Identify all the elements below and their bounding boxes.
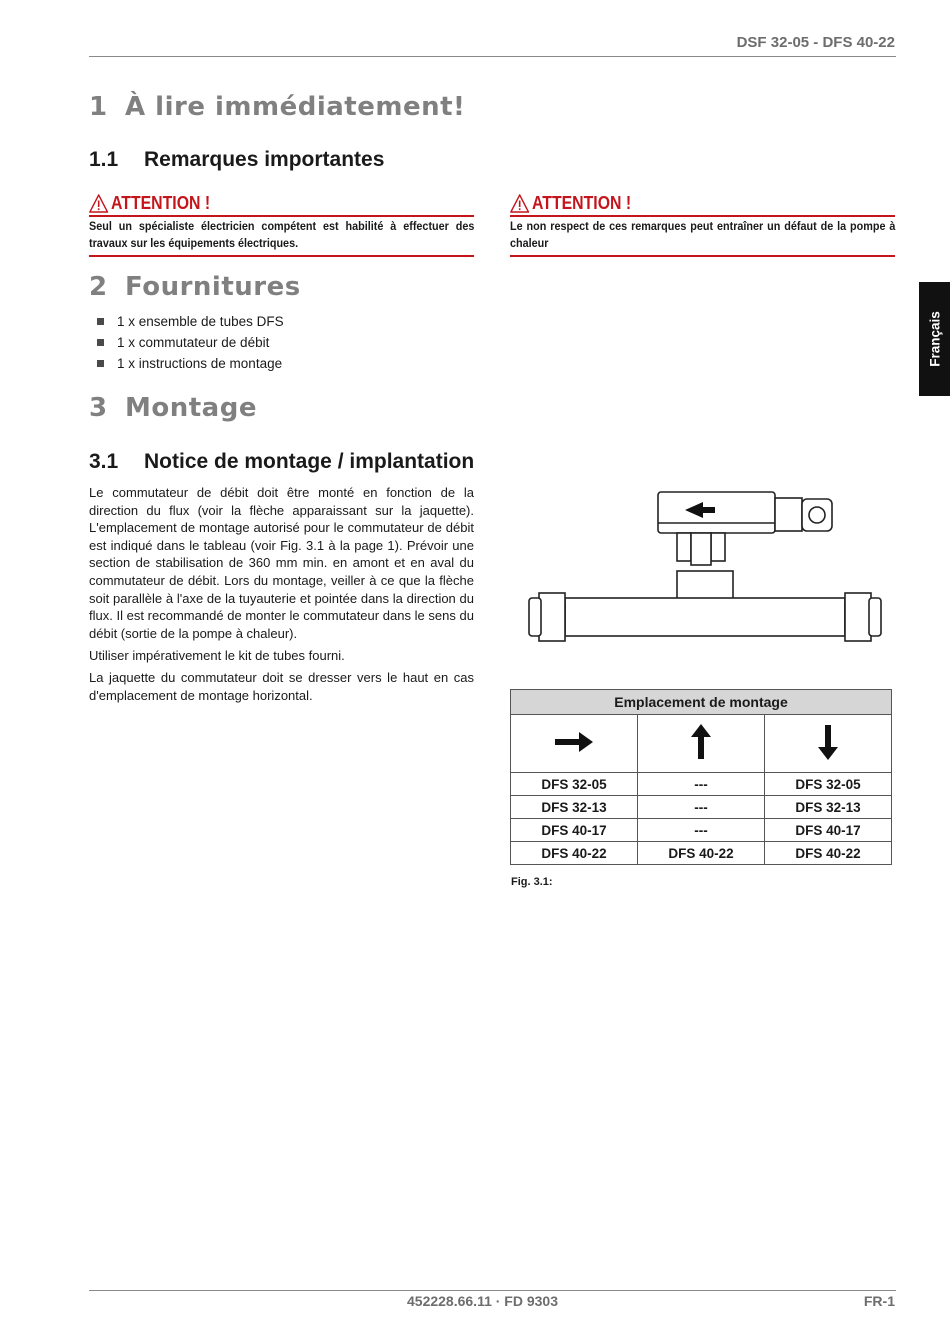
- arrow-down-icon: [816, 723, 840, 761]
- footer-document-code: 452228.66.11 · FD 9303: [407, 1293, 559, 1309]
- warning-triangle-icon: [89, 194, 108, 213]
- section-1-heading: [89, 92, 465, 122]
- warning-rule: [89, 255, 474, 257]
- language-tab-label: Français: [927, 311, 942, 367]
- warning-rule: [510, 215, 895, 217]
- section-title: À lire immédiatement!: [125, 92, 466, 122]
- section-3-1-heading: [89, 450, 474, 474]
- switch-housing: [658, 492, 775, 533]
- language-tab: [919, 282, 950, 396]
- list-item: 1 x commutateur de débit: [97, 332, 284, 353]
- subsection-number: 3.1: [89, 450, 119, 473]
- table-cell: [511, 715, 638, 773]
- section-2-heading: [89, 272, 301, 302]
- subsection-title: Notice de montage / implantation: [144, 450, 475, 473]
- list-item: 1 x instructions de montage: [97, 353, 284, 374]
- bullet-square-icon: [97, 318, 104, 325]
- document-title: DSF 32-05 - DFS 40-22: [736, 34, 895, 51]
- paragraph: Le commutateur de débit doit être monté en fonction de la direction du flux (voir la flèche apparaissant sur la jaquette). L'emplacement de montage autorisé pour le commutateur de débit est indiqué dans le tableau (voir Fig. 3.1 à la page 1). Prévoir une section de stabilisation de 360 mm min. en amont et en aval du commutateur de débit. Lors du montage, veiller à ce que la flèche soit parallèle à l'axe de la tuyauterie et pointée dans la direction du flux. Il est recommandé de monter le commutateur dans le sens du débit (sortie de la pompe à chaleur).: [89, 485, 474, 641]
- mounting-position-table: [510, 689, 892, 865]
- figure-caption: Fig. 3.1:: [511, 876, 553, 888]
- section-number: 3: [89, 393, 108, 423]
- sensor-body: [677, 571, 733, 601]
- table-row: DFS 32-05 --- DFS 32-05: [511, 773, 892, 796]
- flow-switch-diagram: [525, 485, 885, 665]
- table-header: Emplacement de montage: [511, 690, 892, 715]
- list-item: 1 x ensemble de tubes DFS: [97, 311, 284, 332]
- warning-label: ATTENTION !: [111, 193, 211, 213]
- page-number: FR-1: [863, 1293, 895, 1309]
- pipe: [565, 598, 845, 636]
- arrow-right-icon: [553, 730, 595, 754]
- warning-box-defect: [510, 193, 895, 257]
- table-cell: [638, 715, 765, 773]
- table-cell: [765, 715, 892, 773]
- paragraph: La jaquette du commutateur doit se dresser vers le haut en cas d'emplacement de montage horizontal.: [89, 669, 474, 703]
- table-row: DFS 40-22 DFS 40-22 DFS 40-22: [511, 842, 892, 865]
- subsection-number: 1.1: [89, 148, 119, 171]
- subsection-title: Remarques importantes: [144, 148, 385, 171]
- section-number: 2: [89, 272, 108, 302]
- cable-gland: [775, 498, 802, 531]
- section-number: 1: [89, 92, 108, 122]
- mounting-instructions: [89, 484, 474, 709]
- bullet-square-icon: [97, 339, 104, 346]
- warning-box-electrician: [89, 193, 474, 257]
- table-row: DFS 40-17 --- DFS 40-17: [511, 819, 892, 842]
- warning-triangle-icon: [510, 194, 529, 213]
- warning-label: ATTENTION !: [532, 193, 632, 213]
- section-title: Montage: [125, 393, 257, 423]
- section-1-1-heading: [89, 148, 384, 172]
- table-row: DFS 32-13 --- DFS 32-13: [511, 796, 892, 819]
- warning-rule: [89, 215, 474, 217]
- section-3-heading: [89, 393, 257, 423]
- arrow-up-icon: [689, 723, 713, 761]
- paragraph: Utiliser impérativement le kit de tubes fourni.: [89, 647, 345, 663]
- footer-rule: [89, 1290, 896, 1291]
- warning-rule: [510, 255, 895, 257]
- supply-list: [97, 311, 284, 374]
- header-rule: [89, 56, 896, 57]
- bullet-square-icon: [97, 360, 104, 367]
- warning-text: Seul un spécialiste électricien compétent est habilité à effectuer des travaux sur les équipements électriques.: [89, 221, 475, 250]
- section-title: Fournitures: [125, 272, 301, 302]
- warning-text: Le non respect de ces remarques peut entraîner un défaut de la pompe à chaleur: [510, 221, 896, 250]
